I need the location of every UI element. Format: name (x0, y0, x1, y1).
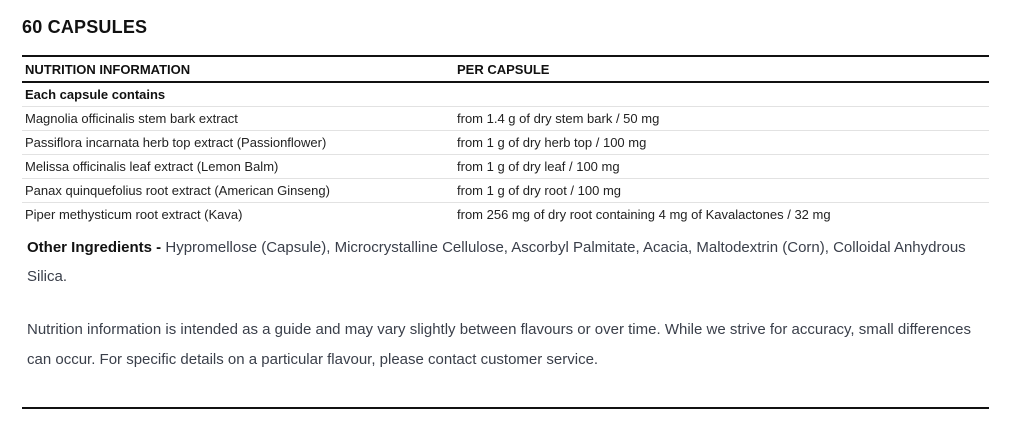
ingredient-name: Panax quinquefolius root extract (American Ginseng) (25, 183, 330, 198)
ingredient-name: Piper methysticum root extract (Kava) (25, 207, 243, 222)
table-row (22, 107, 989, 131)
table-row (22, 131, 989, 155)
table-row (22, 155, 989, 179)
header-per-capsule: PER CAPSULE (457, 61, 550, 77)
ingredient-amount: from 1 g of dry root / 100 mg (457, 183, 622, 198)
nutrition-disclaimer: Nutrition information is intended as a guide and may vary slightly between flavours or over time. While we strive for accuracy, small differences can occur. For specific details on a particular flavour, please contact customer service. (27, 321, 972, 368)
ingredient-name: Passiflora incarnata herb top extract (Passionflower) (25, 135, 327, 150)
bottom-divider (22, 407, 989, 409)
ingredient-amount: from 1 g of dry leaf / 100 mg (457, 159, 620, 174)
ingredient-amount: from 1 g of dry herb top / 100 mg (457, 135, 647, 150)
ingredient-name: Melissa officinalis leaf extract (Lemon Balm) (25, 159, 279, 174)
section-label: Each capsule contains (22, 83, 989, 107)
other-ingredients (27, 233, 977, 291)
ingredient-amount: from 1.4 g of dry stem bark / 50 mg (457, 111, 660, 126)
table-row (22, 179, 989, 203)
header-nutrition-information: NUTRITION INFORMATION (25, 61, 191, 77)
table-row (22, 203, 989, 226)
product-size-title: 60 CAPSULES (22, 17, 148, 37)
table-header (22, 57, 989, 83)
other-ingredients-text: Hypromellose (Capsule), Microcrystalline Cellulose, Ascorbyl Palmitate, Acacia, Maltodextrin (Corn), Colloidal Anhydrous Silica. (27, 239, 966, 285)
ingredient-amount: from 256 mg of dry root containing 4 mg of Kavalactones / 32 mg (457, 207, 831, 222)
ingredient-name: Magnolia officinalis stem bark extract (25, 111, 238, 126)
nutrition-table (22, 55, 989, 226)
other-ingredients-label: Other Ingredients - (27, 239, 162, 256)
